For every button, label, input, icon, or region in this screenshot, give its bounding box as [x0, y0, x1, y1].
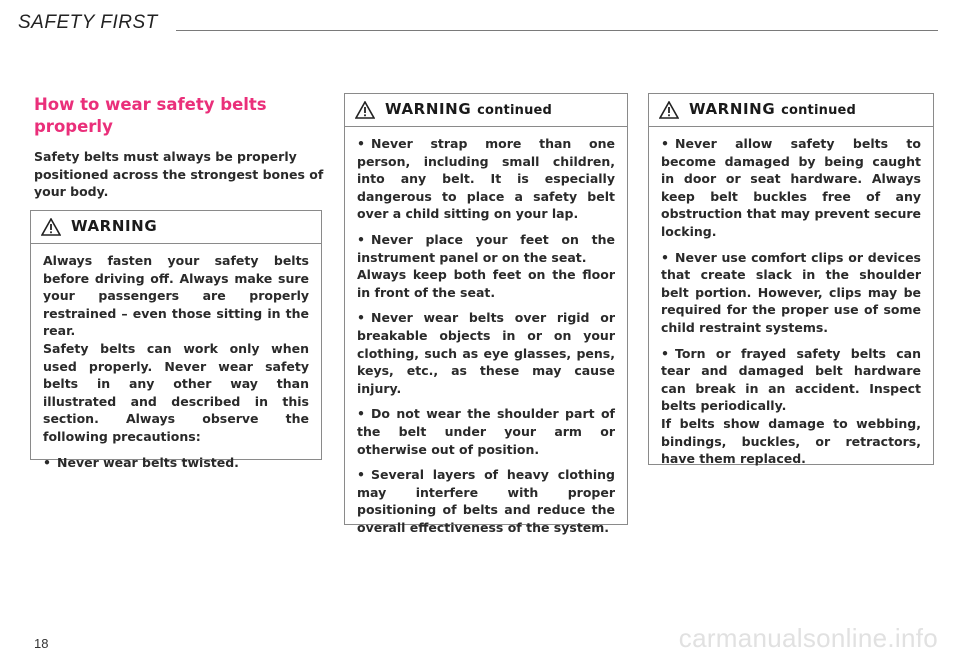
- warning-bullet: • Torn or frayed safety belts can tear and damaged belt hardware can break in an accident. Inspect belts periodically.: [661, 345, 921, 415]
- warning-title-text: WARNING: [689, 100, 776, 118]
- warning-subtitle: continued: [477, 103, 553, 118]
- warning-box-1-header: [31, 211, 321, 244]
- warning-bullet: • Do not wear the shoulder part of the belt under your arm or otherwise out of position.: [357, 405, 615, 458]
- warning-triangle-icon: [355, 101, 375, 119]
- warning-box-3: [648, 93, 934, 465]
- warning-title: WARNING: [71, 217, 158, 235]
- warning-paragraph: If belts show damage to webbing, bindings, buckles, or retractors, have them replaced.: [661, 415, 921, 467]
- warning-triangle-icon: [41, 218, 61, 236]
- page-number: 18: [34, 636, 49, 651]
- warning-box-3-body: [649, 127, 933, 484]
- warning-bullet: • Never strap more than one person, including small children, into any belt. It is especially dangerous to place a safety belt over a child sitting on your lap.: [357, 135, 615, 223]
- warning-box-1-body: [31, 244, 321, 487]
- warning-bullet: • Never wear belts twisted.: [43, 454, 309, 472]
- warning-bullet: • Never allow safety belts to become damaged by being caught in door or seat hardware. Always keep belt buckles free of any obstruction that may prevent secure locking.: [661, 135, 921, 241]
- warning-title: [689, 100, 856, 118]
- warning-bullet: • Never place your feet on the instrument panel or on the seat.: [357, 231, 615, 266]
- warning-paragraph: Always keep both feet on the floor in front of the seat.: [357, 267, 615, 300]
- watermark: carmanualsonline.info: [678, 623, 938, 653]
- warning-bullet: • Never use comfort clips or devices that create slack in the shoulder belt portion. However, clips may be required for the proper use of some child restraint systems.: [661, 249, 921, 337]
- section-title: How to wear safety belts properly: [34, 95, 267, 136]
- warning-bullet: • Several layers of heavy clothing may interfere with proper positioning of belts and reduce the overall effectiveness of the system.: [357, 466, 615, 536]
- header-title: SAFETY FIRST: [18, 12, 158, 33]
- warning-paragraph: Always fasten your safety belts before driving off. Always make sure your passengers are properly restrained – even those sitting in the rear.: [43, 253, 309, 339]
- warning-box-2: [344, 93, 628, 535]
- intro-column: [34, 94, 328, 201]
- warning-subtitle: continued: [781, 103, 857, 118]
- warning-triangle-icon: [659, 101, 679, 119]
- warning-title-text: WARNING: [385, 100, 472, 118]
- warning-paragraph: Safety belts can work only when used properly. Never wear safety belts in any other way than illustrated and described in this section. Always observe the following precautions:: [43, 340, 309, 444]
- warning-bullet: • Never wear belts over rigid or breakable objects in or on your clothing, such as eye glasses, pens, keys, etc., as these may cause injury.: [357, 309, 615, 397]
- warning-box-2-body: [345, 127, 627, 552]
- section-intro: Safety belts must always be properly positioned across the strongest bones of your body.: [34, 149, 324, 199]
- page-header: [18, 12, 938, 42]
- warning-box-1: [30, 210, 322, 470]
- warning-box-3-header: [649, 94, 933, 127]
- header-rule: [176, 30, 938, 31]
- warning-box-2-header: [345, 94, 627, 127]
- warning-title: [385, 100, 552, 118]
